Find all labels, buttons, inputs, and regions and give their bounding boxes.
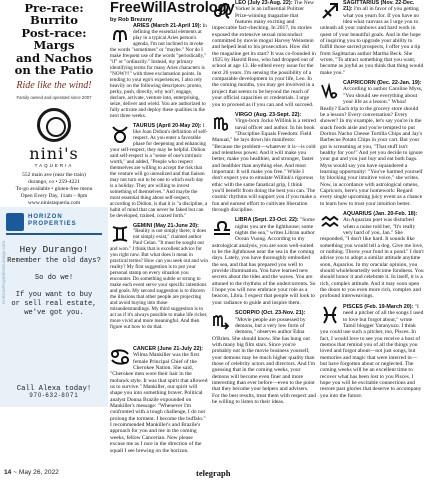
sagittarius-heading: SAGITTARIUS (Nov. 22-Dec. 21): xyxy=(343,0,415,13)
gemini-heading: GEMINI (May 21-June 20): xyxy=(133,222,199,229)
horizon-logo xyxy=(6,211,102,235)
burrito-tagline: Ride like the wind! xyxy=(16,80,92,92)
publication-brand: telegraph xyxy=(196,468,231,478)
pisces-heading: PISCES (Feb. 19-March 20): xyxy=(343,303,414,310)
sign-cancer xyxy=(110,346,208,454)
taurus-icon xyxy=(110,124,130,144)
ad-column xyxy=(0,0,108,470)
sign-capricorn xyxy=(320,80,424,207)
capricorn-text: According to author Caroline Myss, "You should see everything about your life as a lesson." Whoa! Really? Each trip to the grocery store should be a lesson? Every conversation? Every shower? In my example, let's say you're in the snack foods aisle and you're tempted to put Doritos Nacho Cheese Tortilla Chips and Jay's Barbecue Potato Chips in your cart. But your gut is screaming at you, "That stuff isn't healthy for you!" And yet you decide to ignore your gut and you just buy and eat both bags. Myss would say you have squandered a learning opportunity: "You've harmed yourself by blocking your intuitive voice," she writes. Now, in accordance with astrological omens, Capricorn, here's your homework: Regard every single upcoming juicy event as a chance to learn how to trust your intuition better. xyxy=(320,86,423,207)
horizon-greeting: Hey Durango! xyxy=(19,244,89,255)
horizon-side-url: HorizonPropertiesDurango.com xyxy=(1,241,6,305)
sagittarius-icon xyxy=(320,1,340,21)
column-byline: by Rob Brezsny xyxy=(110,17,153,23)
virgo-text: Virgo-born Jocko Willink is a retired naval officer and author. In his book "Discipline Equals Freedom: Field Manual," he lays down his manifesto: "Because the problem—whatever it is—is cold and relentless power. And it will make you better, make you healthier, and stronger, faster and healthier than anything else. And most important: It will make you free." While I don't expect you to emulate Willink's rigorous ethic with the same fanatical grip, I think you'll benefit from doing the best you can. The cosmic rhythms will support you if you make a fun and earnest effort to cultivate liberation through discipline. xyxy=(212,118,316,213)
horizon-line-5: If you want to buy xyxy=(15,291,93,299)
horizon-line-7: we've got you. xyxy=(24,309,84,317)
leo-icon xyxy=(212,1,232,21)
burrito-fine-print: Family owned and operated since 2007 xyxy=(16,95,92,101)
burrito-headline-2: Post-race: Margs xyxy=(21,25,87,53)
horizon-line-3: So do we! xyxy=(34,274,74,282)
sign-pisces xyxy=(320,304,424,399)
capricorn-icon xyxy=(320,81,340,101)
scorpio-text: "Movie people are possessed by demons, but a very low form of demons," observes author Edna O'Brien. She should know. She has hung out with many big film stars. Since you're probably not in the movie business yourself, your demons may be much higher quality than those of celebrity actors and directors. And I'm guessing that in the coming weeks, your demons will become even finer and more interesting than ever before—even to the point that they become your helpers and advisers. For the best results, treat them with respect and be willing to listen to their ideas. xyxy=(212,316,317,405)
horizon-logo-line1: HORIZON xyxy=(28,214,63,220)
cancer-heading: CANCER (June 21-July 22): xyxy=(133,346,204,352)
sign-leo xyxy=(212,0,316,108)
ninis-website-link[interactable]: www.ninistaqueria.com xyxy=(27,200,81,206)
ninis-address: 552 main ave (near the train) xyxy=(22,172,86,178)
sign-scorpio xyxy=(212,310,316,405)
horizon-line-1: Remember the old days? xyxy=(7,257,101,265)
libra-icon xyxy=(212,218,232,238)
pisces-text: "I need a pitcher of all the songs I used to love but forgot about," wrote Tamil blogger Yaranyuzo. I think you could use such a pitcher, too, Pisces. In fact, I would love to see you receive a host of memos that remind you of all the things you loved and forgot about—not just songs, but memories and magic that were interred in—but have forgotten about or neglected. The coming weeks will be an excellent time to recover what has been lost to you Pisces. I hope you will be excitable connections and restore past glories that deserve to accompany you into the future. xyxy=(320,303,424,399)
aquarius-text: An Aquarian poet was disturbed when a noise told her, "It's really very hard of you, Jan." She responded, "I don't like hard. It sounds like something you would tell a dog. Give me love, or nothing. Throw your fond in a pond." I don't advise you to adopt a similar attitude anytime soon, Aquarius. In my oracular opinion, you should wholeheartedly welcome fondness. You should honor it and celebrate it. In itself, it is a rich, complex attitude. And it may soon open the doors to you even more rich, complex and profound interweavings. xyxy=(320,217,424,300)
aries-text: In defining the essential elements at play in a typical Aries person's agenda, I'm not inclined to invoke the words "sometimes" or "maybe." Nor do I make frequent use of the words "periodically," "if" or "ordinarily." Instead, my primary identifying terms for many Aries characters is "NOW!!!" with three exclamation points. In tending to your ego's experiences, I also rely heavily on the following descriptors: promo, perky, push, directly, why not?, engage, declare, activate, venture into, enterprising, seize, deliver and wield. You are authorized to fully activate and deploy these qualities in the next three weeks. xyxy=(110,23,207,119)
virgo-heading: VIRGO (Aug. 23-Sept. 22): xyxy=(235,111,302,118)
aries-heading: ARIES (March 21-April 19): xyxy=(133,23,202,29)
aries-icon xyxy=(110,24,130,44)
text-column-3 xyxy=(320,0,424,403)
ninis-ad[interactable] xyxy=(2,98,106,206)
horizon-ad[interactable] xyxy=(0,207,108,407)
burrito-ad[interactable] xyxy=(2,1,106,101)
burrito-headline-3: and Nachos xyxy=(16,50,92,65)
burrito-headline-1: Pre-race: Burrito xyxy=(24,1,84,28)
pisces-icon xyxy=(320,305,340,325)
taurus-heading: TAURUS (April 20-May 20): xyxy=(133,122,202,129)
page-number: 14 xyxy=(4,469,12,476)
astrology-column xyxy=(110,0,424,466)
horizon-phone-link[interactable]: 970-632-8071 xyxy=(29,393,79,399)
sign-virgo xyxy=(212,112,316,214)
aquarius-icon xyxy=(320,212,340,232)
leo-heading: LEO (July 23-Aug. 22): xyxy=(235,0,293,6)
libra-heading: LIBRA (Sept. 23-Oct. 22): xyxy=(235,217,299,224)
horizon-logo-icon xyxy=(6,213,24,231)
horizon-call: Call Alexa today! xyxy=(16,385,92,393)
sign-libra xyxy=(212,217,316,306)
scorpio-icon xyxy=(212,311,232,331)
cancer-text: Wilma Mankiller was the first female Principal Chief of the Cherokee Nation. She said, "Cherokee men wore their hair in the mohawk style. It was that spirit that allowed us to survive." Mankiller, our spirit will shape you into something braver. Political analyst Donna Brazile expounded on Mankiller's message: "Whenever I'm confronted with a tough challenge, I do not prolong the torment. I become the buffalo." I recommended Mankiller's and Brazile's approach for you and me in the coming weeks, fellow Cancerian. Now please excuse me as I race in the direction of the squall I see brewing on the horizon. xyxy=(110,352,208,454)
aquarius-heading: AQUARIUS (Jan. 20-Feb. 18): xyxy=(343,211,418,217)
leo-text: The New Yorker is an influential Pulitzer Prize-winning magazine that features many exciting and impeccable fact-checking. In 2017, its stories exposed the extensive sexual misconduct committed by movie mogul Harvey Weinstein and helped lead to his prosecution. How did the magazine get its start? It was co-founded in 1925 by Harold Ross, who had dropped out of school at age 13. He edited every issue for the next 26 years. I'm sensing the possibility of a comparable development in your life, Leo. In the coming months, you may get involved in a project that seems to be beyond the reach of your official capacities or credentials. I urge you to proceed as if you can and will succeed. xyxy=(212,0,316,108)
sign-aries xyxy=(110,23,208,119)
ninis-city-phone: durango, co • 259-4221 xyxy=(28,179,80,185)
column-title: FreeWillAstrology xyxy=(110,0,235,16)
issue-date: ~ May 26, 2022 xyxy=(13,469,59,476)
ninis-hours: Open Every Day, 11am – 8pm xyxy=(20,193,88,199)
virgo-icon xyxy=(212,113,232,133)
gemini-text: "Reality is not simply there; it does not simply exist," claimed author Paul Celan. "It must be sought out and won." I think that is excellent advice for you right now. But what does it mean in practical terms? How can you seek out and win reality? My first suggestion is to put your personal stamp on every situation you encounter. Do something subtle or strong to make each event serve your specific intentions and goals. My second suggestion is to discern the illusions that other people are projecting and avoid buying into those misunderstandings. My third suggestion is to act as if it's always possible to make life richer, more vivid and more meaningful. And then figure out how to do that. xyxy=(110,228,208,331)
horizon-logo-line2: PROPERTIES xyxy=(28,221,77,227)
libra-text: "Some nights you are the lighthouse; some nights the sea," writes Libran author Ocean Vuong. According to my astrological analysis, you are soon well-suited to be the lighthouse near the sea in the coming days. Lately, you have thoroughly embodied the sea, and that has prepared you well to provide illumination. You have learned new secrets about the tides and the waves. You are attuned to the rhythms of the undercurrents. So I hope you will now embrace your role as a beacon, Libra. I expect that people will look to your radiance to guide and inspire them. xyxy=(212,217,316,306)
sign-sagittarius xyxy=(320,0,424,76)
ninis-menu-note: To-go available • gluten-free menu xyxy=(15,186,93,192)
sign-taurus xyxy=(110,123,208,219)
taurus-text: I like Joan Didion's definition of self-respect. As you enter a favorable phase for deepening and enhancing your self-respect, they may be helpful. Didion said self-respect is a "sense of one's intrinsic worth," and added, "People who respect themselves are willing to accept the risk that the venture will go unrealized and that liaison may not turn out to be one to which each day is a holiday. They are willing to invest something of themselves." And maybe the most essential thing about self-respect, according to Didion, is that it is "a discipline, a habit of mind that can never be faked but can be developed, trained, coaxed forth." xyxy=(110,122,208,219)
ninis-name: nini's xyxy=(29,144,79,163)
sagittarius-text: I'm all in favor of you getting what you yearn for. If you have no idea what canvass as I urge you to unleash all your rainbows and hard work in quest of your beautiful goals. And in the hope of inspiring you to upgrade your ability to fulfill those sacred prospects, I offer you a tip from Sagittarian author Martha Beck. She wrote, "To attract something that you want, become as joyful as you think that thing would make you." xyxy=(320,6,424,76)
gemini-icon xyxy=(110,224,130,244)
cancer-icon xyxy=(110,347,130,367)
sign-aquarius xyxy=(320,211,424,300)
text-column-1 xyxy=(110,23,208,334)
text-column-1-bottom xyxy=(110,346,208,458)
horizon-line-6: or sell real estate, xyxy=(11,300,97,308)
scorpio-heading: SCORPIO (Oct. 23-Nov. 21): xyxy=(235,310,306,317)
page-footer xyxy=(4,469,59,476)
capricorn-heading: CAPRICORN (Dec. 22-Jan. 19): xyxy=(343,80,422,87)
ninis-tag: TAQUERIA xyxy=(34,163,74,168)
sign-gemini xyxy=(110,223,208,331)
burrito-headline-4: on the Patio xyxy=(14,63,94,78)
text-column-2 xyxy=(212,0,316,409)
ninis-logo-icon xyxy=(37,108,71,142)
